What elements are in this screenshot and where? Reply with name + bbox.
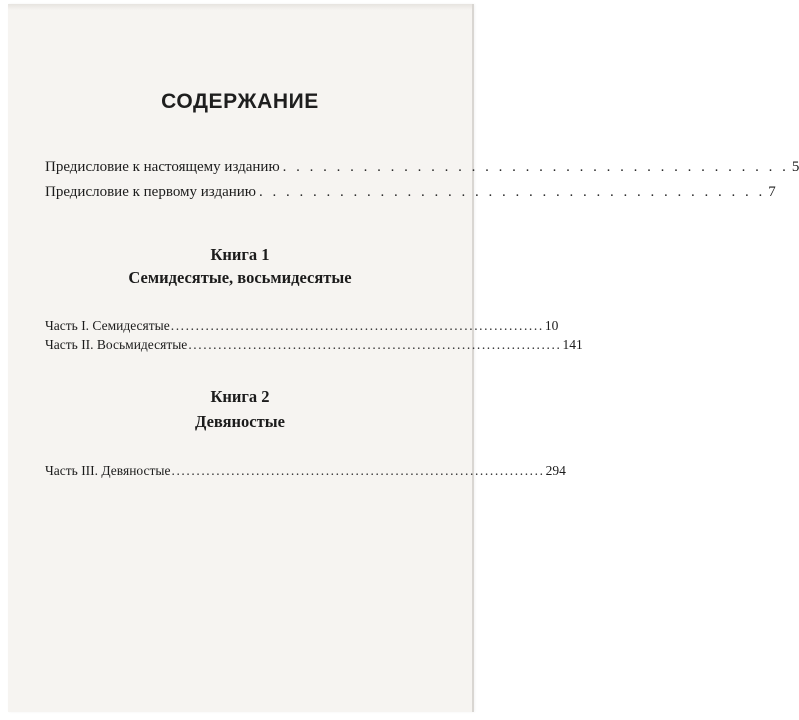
book-2-subtitle: Девяностые bbox=[195, 412, 285, 431]
toc-entry-page: 5 bbox=[791, 159, 799, 175]
leader-dots: ........................................................................... bbox=[170, 318, 544, 333]
book-1-subtitle: Семидесятые, восьмидесятые bbox=[128, 268, 352, 287]
book-page bbox=[8, 4, 799, 712]
toc-entry-label: Предисловие к первому изданию bbox=[45, 184, 257, 200]
toc-entry-label: Часть I. Семидесятые bbox=[45, 318, 170, 333]
toc-title: СОДЕРЖАНИЕ bbox=[161, 90, 319, 113]
book-2-heading: Книга 2 bbox=[210, 387, 270, 406]
leader-dots: . . . . . . . . . . . . . . . . . . . . . . . . . . . . . . . . . . . . . . bbox=[259, 184, 766, 200]
toc-entry-label: Часть III. Девяностые bbox=[45, 463, 171, 478]
toc-entry-part-2 bbox=[45, 337, 583, 353]
leader-dots: ........................................................................... bbox=[171, 463, 545, 478]
toc-entry-label: Часть II. Восьмидесятые bbox=[45, 337, 188, 352]
toc-entry-part-3 bbox=[45, 463, 566, 479]
book-1-heading: Книга 1 bbox=[210, 245, 270, 264]
toc-entry-preface-current bbox=[45, 159, 799, 176]
toc-entry-page: 141 bbox=[562, 337, 583, 352]
page-edge bbox=[8, 4, 472, 10]
toc-entry-label: Предисловие к настоящему изданию bbox=[45, 159, 280, 175]
toc-entry-page: 7 bbox=[768, 184, 776, 200]
toc-entry-page: 294 bbox=[545, 463, 566, 478]
leader-dots: . . . . . . . . . . . . . . . . . . . . . . . . . . . . . . . . . . . . . . bbox=[282, 159, 789, 175]
toc-entry-page: 10 bbox=[544, 318, 559, 333]
toc-entry-part-1 bbox=[45, 318, 559, 334]
toc-entry-preface-first bbox=[45, 184, 776, 201]
leader-dots: ........................................................................... bbox=[188, 337, 562, 352]
